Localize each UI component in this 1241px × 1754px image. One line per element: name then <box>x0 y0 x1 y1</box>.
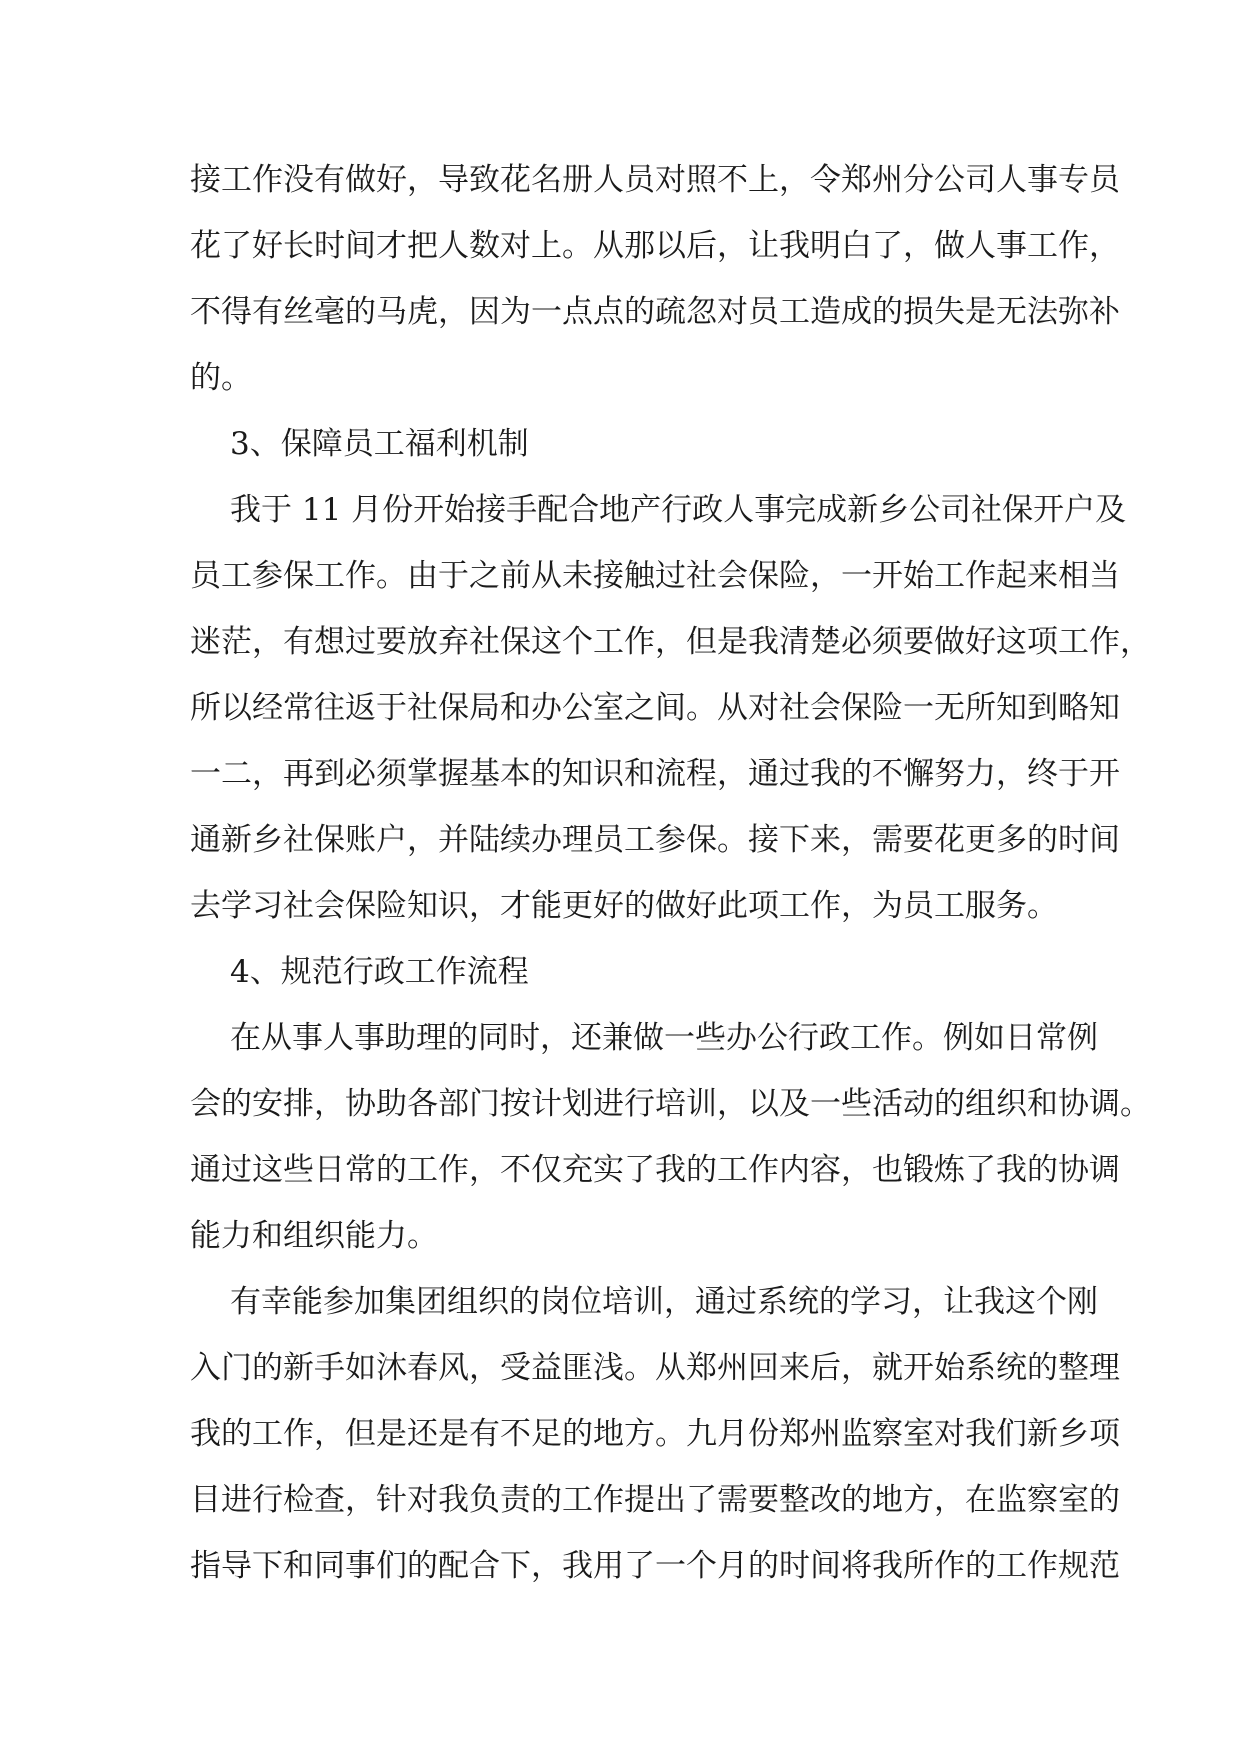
text-line: 指导下和同事们的配合下，我用了一个月的时间将我所作的工作规范 <box>190 1548 1120 1584</box>
text-line: 的。 <box>190 360 252 396</box>
text-line: 会的安排，协助各部门按计划进行培训，以及一些活动的组织和协调。 <box>190 1086 1151 1122</box>
text-line: 迷茫，有想过要放弃社保这个工作，但是我清楚必须要做好这项工作， <box>190 624 1151 660</box>
text-line: 通过这些日常的工作，不仅充实了我的工作内容，也锻炼了我的协调 <box>190 1152 1120 1188</box>
text-line: 去学习社会保险知识，才能更好的做好此项工作，为员工服务。 <box>190 888 1058 924</box>
text-line: 一二，再到必须掌握基本的知识和流程，通过我的不懈努力，终于开 <box>190 756 1120 792</box>
text-line: 目进行检查，针对我负责的工作提出了需要整改的地方，在监察室的 <box>190 1482 1120 1518</box>
text-line: 所以经常往返于社保局和办公室之间。从对社会保险一无所知到略知 <box>190 690 1120 726</box>
text-line: 我的工作，但是还是有不足的地方。九月份郑州监察室对我们新乡项 <box>190 1416 1120 1452</box>
text-line: 能力和组织能力。 <box>190 1218 438 1254</box>
text-line: 入门的新手如沐春风，受益匪浅。从郑州回来后，就开始系统的整理 <box>190 1350 1120 1386</box>
text-line: 员工参保工作。由于之前从未接触过社会保险，一开始工作起来相当 <box>190 558 1120 594</box>
text-line: 有幸能参加集团组织的岗位培训，通过系统的学习，让我这个刚 <box>230 1284 1098 1320</box>
section-heading: 3、保障员工福利机制 <box>230 426 529 462</box>
text-line: 通新乡社保账户，并陆续办理员工参保。接下来，需要花更多的时间 <box>190 822 1120 858</box>
document-body <box>190 147 1151 1599</box>
section-heading: 4、规范行政工作流程 <box>230 954 529 990</box>
text-line: 花了好长时间才把人数对上。从那以后，让我明白了，做人事工作， <box>190 228 1120 264</box>
text-line: 在从事人事助理的同时，还兼做一些办公行政工作。例如日常例 <box>230 1020 1098 1056</box>
text-line: 接工作没有做好，导致花名册人员对照不上，令郑州分公司人事专员 <box>190 162 1120 198</box>
text-line: 我于 11 月份开始接手配合地产行政人事完成新乡公司社保开户及 <box>230 492 1127 528</box>
text-line: 不得有丝毫的马虎，因为一点点的疏忽对员工造成的损失是无法弥补 <box>190 294 1120 330</box>
